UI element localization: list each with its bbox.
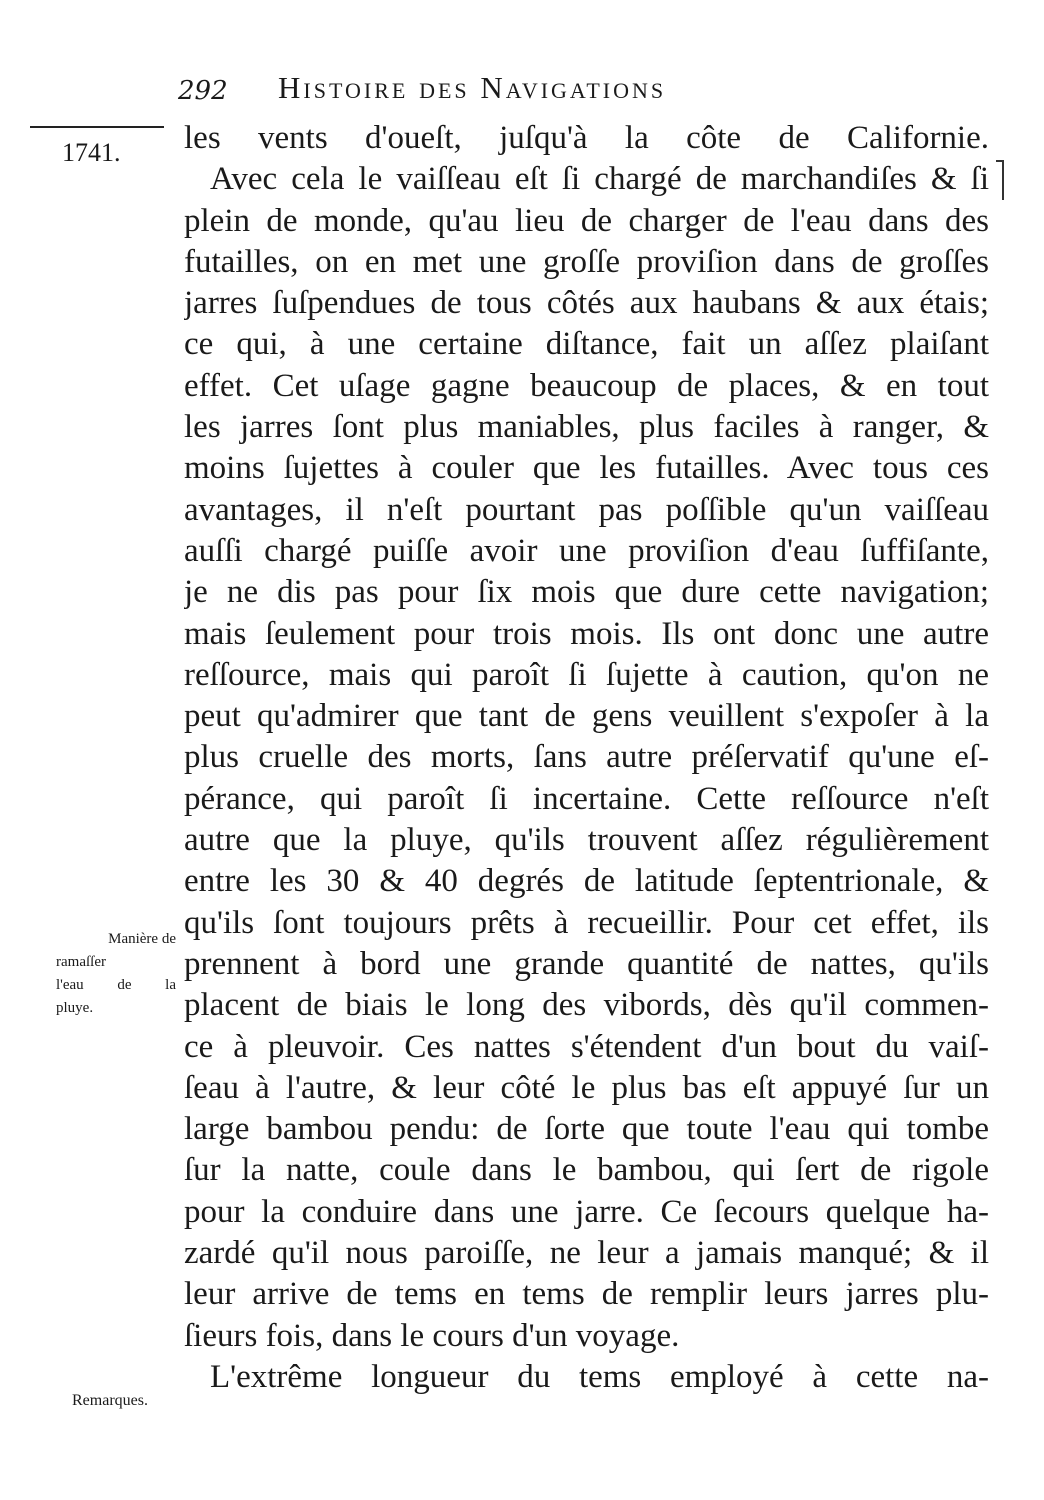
- text-line: auſſi chargé puiſſe avoir une proviſion d'eau ſuffiſante,: [184, 532, 989, 569]
- margin-note-line: Manière de: [108, 931, 176, 947]
- text-line: leur arrive de tems en tems de remplir leurs jarres plu-: [184, 1276, 989, 1313]
- text-line: je ne dis pas pour ſix mois que dure cette navigation;: [184, 574, 989, 611]
- text-line: les jarres ſont plus maniables, plus faciles à ranger, &: [184, 409, 989, 446]
- text-line: effet. Cet uſage gagne beaucoup de places, & en tout: [184, 367, 989, 404]
- page-header: [178, 70, 938, 114]
- running-title: Histoire des Navigations: [278, 70, 667, 105]
- margin-note-line: l'eau de la: [56, 977, 176, 993]
- text-line: ſur la natte, coule dans le bambou, qui ſert de rigole: [184, 1152, 989, 1189]
- text-line: plein de monde, qu'au lieu de charger de l'eau dans des: [184, 202, 989, 239]
- margin-note-line: pluye.: [56, 1000, 94, 1016]
- text-line: entre les 30 & 40 degrés de latitude ſeptentrionale, &: [184, 863, 989, 900]
- text-line: jarres ſuſpendues de tous côtés aux haubans & aux étais;: [184, 285, 989, 322]
- page-number: 292: [178, 76, 228, 106]
- text-line: large bambou pendu: de ſorte que toute l'eau qui tombe: [184, 1111, 989, 1148]
- text-line: ce qui, à une certaine diſtance, fait un aſſez plaiſant: [184, 326, 989, 363]
- text-line: avantages, il n'eſt pourtant pas poſſible qu'un vaiſſeau: [184, 491, 989, 528]
- text-line: autre que la pluye, qu'ils trouvent aſſez régulièrement: [184, 822, 989, 859]
- text-line: ce à pleuvoir. Ces nattes s'étendent d'un bout du vaiſ-: [184, 1028, 989, 1065]
- text-line: reſſource, mais qui paroît ſi ſujette à caution, qu'on ne: [184, 656, 989, 693]
- text-line: mais ſeulement pour trois mois. Ils ont donc une autre: [184, 615, 989, 652]
- margin-note: [56, 928, 176, 1020]
- text-line: zardé qu'il nous paroiſſe, ne leur a jamais manqué; & il: [184, 1235, 989, 1272]
- text-line: les vents d'oueſt, juſqu'à la côte de Californie.: [184, 120, 989, 156]
- text-line: moins ſujettes à couler que les futailles. Avec tous ces: [184, 450, 989, 487]
- text-line: ſieurs fois, dans le cours d'un voyage.: [184, 1317, 680, 1354]
- text-line: placent de biais le long des vibords, dès qu'il commen-: [184, 987, 989, 1024]
- text-line: futailles, on en met une groſſe proviſion dans de groſſes: [184, 243, 989, 280]
- year-rule: [30, 126, 164, 128]
- text-line: L'extrême longueur du tems employé à cette na-: [210, 1358, 989, 1395]
- text-line: prennent à bord une grande quantité de nattes, qu'ils: [184, 945, 989, 982]
- text-line: qu'ils ſont toujours prêts à recueillir. Pour cet effet, ils: [184, 904, 989, 941]
- text-line: peut qu'admirer que tant de gens veuillent s'expoſer à la: [184, 698, 989, 735]
- text-line: Avec cela le vaiſſeau eſt ſi chargé de marchandiſes & ſi: [210, 161, 989, 198]
- text-line: plus cruelle des morts, ſans autre préſervatif qu'une eſ-: [184, 739, 989, 776]
- margin-note-line: ramaſſer: [56, 954, 106, 970]
- text-line: ſeau à l'autre, & leur côté le plus bas eſt appuyé ſur un: [184, 1069, 989, 1106]
- text-line: pérance, qui paroît ſi incertaine. Cette reſſource n'eſt: [184, 780, 989, 817]
- margin-bracket-mark: [996, 160, 1004, 200]
- body-text: [184, 118, 989, 1398]
- margin-remark: Remarques.: [72, 1392, 148, 1409]
- text-line: pour la conduire dans une jarre. Ce ſecours quelque ha-: [184, 1193, 989, 1230]
- margin-year: 1741.: [62, 138, 121, 167]
